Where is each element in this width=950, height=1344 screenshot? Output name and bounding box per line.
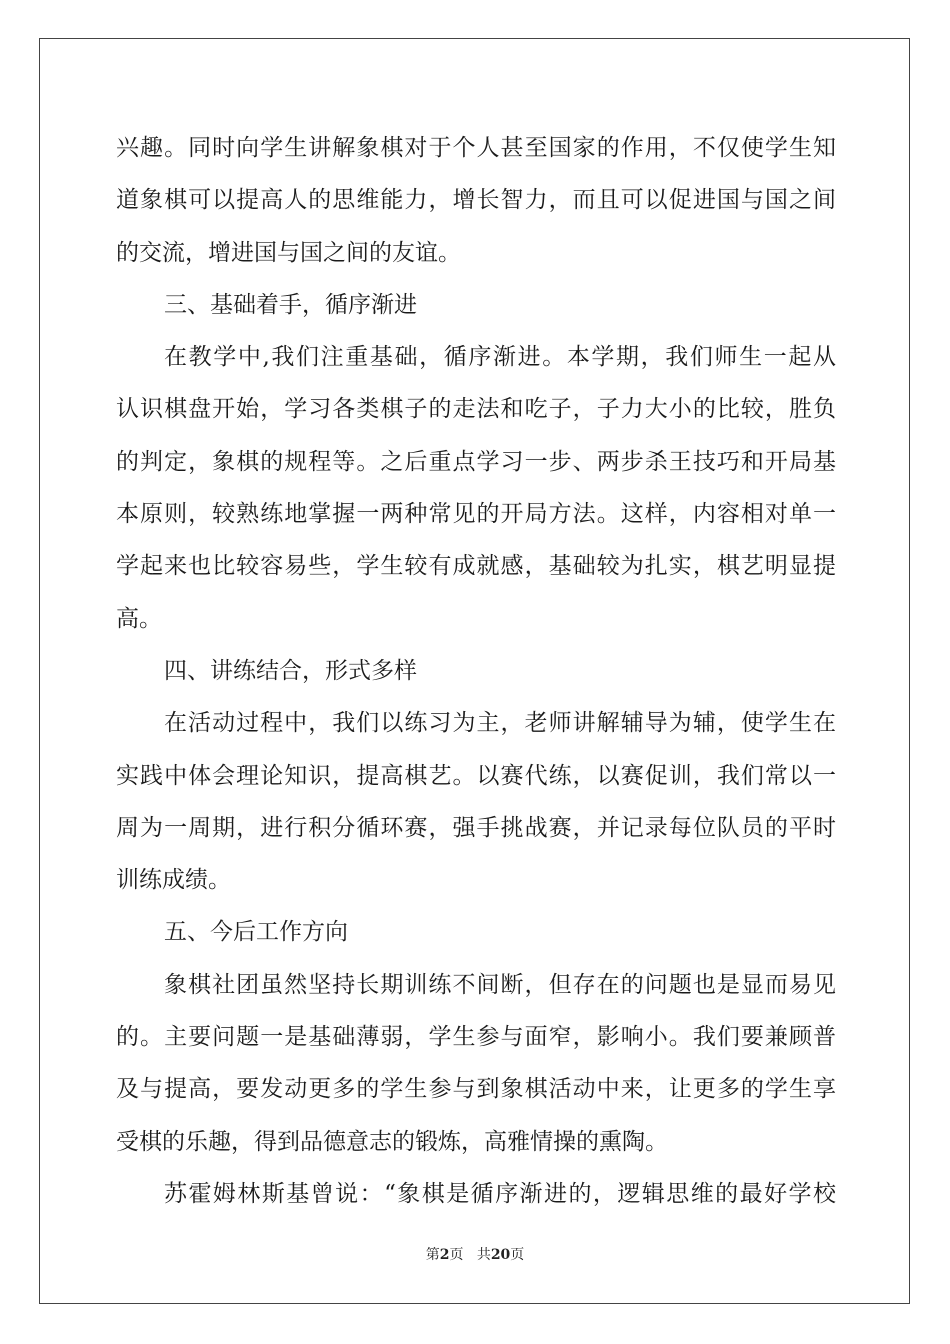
total-suffix: 页 (510, 1247, 525, 1263)
page-prefix: 第 (425, 1247, 440, 1263)
paragraph-line: 周为一周期，进行积分循环赛，强手挑战赛，并记录每位队员的平时 (116, 814, 836, 841)
page-current: 2 (439, 1247, 450, 1263)
paragraph-line: 高。 (116, 605, 162, 632)
paragraph-line: 的判定，象棋的规程等。之后重点学习一步、两步杀王技巧和开局基 (116, 448, 836, 475)
paragraph-line: 及与提高，要发动更多的学生参与到象棋活动中来，让更多的学生享 (116, 1076, 836, 1103)
paragraph-line: 学起来也比较容易些，学生较有成就感，基础较为扎实，棋艺明显提 (116, 553, 836, 580)
paragraph-line: 受棋的乐趣，得到品德意志的锻炼，高雅情操的熏陶。 (116, 1128, 668, 1155)
paragraph-line: 在活动过程中，我们以练习为主，老师讲解辅导为辅，使学生在 (164, 710, 836, 737)
paragraph-line: 认识棋盘开始，学习各类棋子的走法和吃子，子力大小的比较，胜负 (116, 396, 836, 423)
page-total: 20 (490, 1247, 511, 1263)
section-heading: 五、今后工作方向 (164, 919, 348, 946)
paragraph-line: 训练成绩。 (116, 867, 231, 894)
paragraph-line: 实践中体会理论知识，提高棋艺。以赛代练，以赛促训，我们常以一 (116, 762, 836, 789)
section-heading: 四、讲练结合，形式多样 (164, 657, 417, 684)
paragraph-line: 苏霍姆林斯基曾说：“象棋是循序渐进的，逻辑思维的最好学校 (164, 1180, 836, 1207)
paragraph-line: 的交流，增进国与国之间的友谊。 (116, 239, 461, 266)
paragraph-line: 兴趣。同时向学生讲解象棋对于个人甚至国家的作用，不仅使学生知 (116, 135, 836, 161)
paragraph-line: 道象棋可以提高人的思维能力，增长智力，而且可以促进国与国之间 (116, 187, 836, 214)
section-heading: 三、基础着手，循序渐进 (164, 291, 417, 318)
paragraph-line: 本原则，较熟练地掌握一两种常见的开局方法。这样，内容相对单一 (116, 501, 836, 528)
paragraph-line: 的。主要问题一是基础薄弱，学生参与面窄，影响小。我们要兼顾普 (116, 1024, 836, 1051)
paragraph-line: 在教学中,我们注重基础，循序渐进。本学期，我们师生一起从 (164, 344, 836, 371)
document-body (116, 122, 836, 1220)
page-suffix: 页 (449, 1247, 464, 1263)
total-prefix: 共 (476, 1247, 491, 1263)
page-footer (0, 1244, 950, 1264)
paragraph-line: 象棋社团虽然坚持长期训练不间断，但存在的问题也是显而易见 (164, 971, 836, 998)
